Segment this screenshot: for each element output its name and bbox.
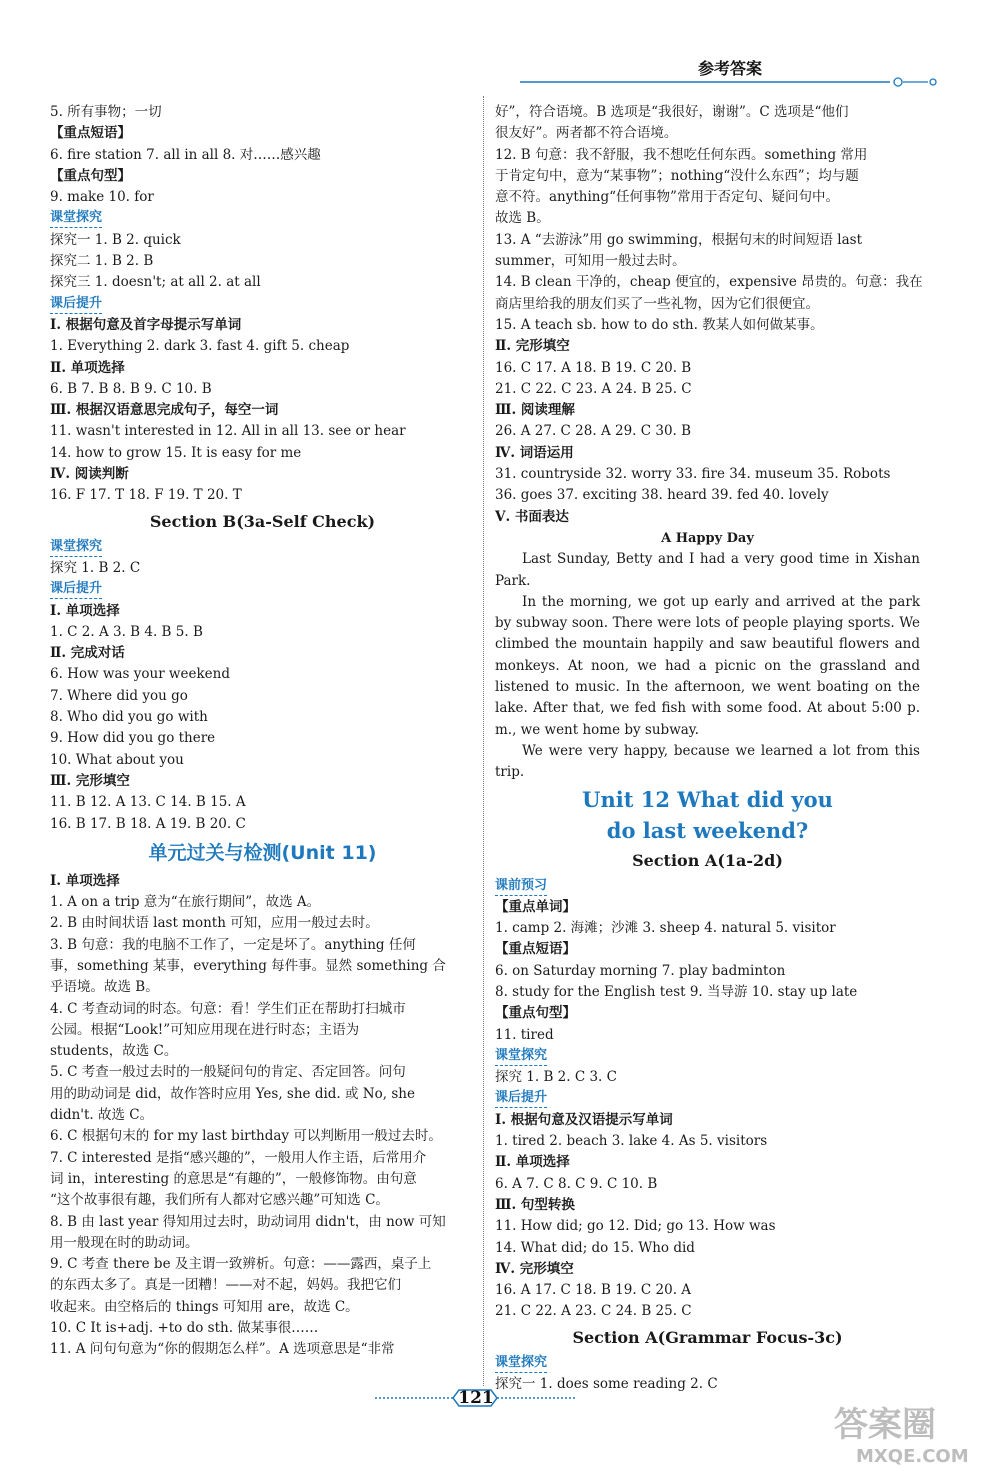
subheading-line: Ⅲ. 句型转换 [495,1196,575,1213]
answer-line: 词 in，interesting 的意思是“有趣的”，一般修饰物。由句意 [50,1170,417,1187]
answer-line: 5. 所有事物；一切 [50,104,162,120]
column-divider [483,96,485,1386]
answer-line: 9. C 考查 there be 及主谓一致辨析。句意：——露西，桌子上 [50,1256,432,1273]
subheading-line: Ⅲ. 阅读理解 [495,402,575,419]
answer-line: 31. countryside 32. worry 33. fire 34. museum 35. Robots [495,466,891,483]
answer-line: 商店里给我的朋友们买了一些礼物，因为它们很便宜。 [495,295,819,312]
answer-line: 26. A 27. C 28. A 29. C 30. B [495,423,692,440]
answer-line: 11. B 12. A 13. C 14. B 15. A [50,794,246,811]
answer-line: 探究一 1. B 2. quick [50,231,181,248]
answer-line: 8. study for the English test 9. 当导游 10. stay up late [495,983,858,1000]
answer-line: 6. C 根据句末的 for my last birthday 可以判断用一般过去时。 [50,1128,442,1145]
answer-line: 探究三 1. doesn't; at all 2. at all [50,274,261,291]
section-heading: Section A(Grammar Focus-3c) [572,1327,843,1347]
section-tag: 课堂探究 [495,1355,547,1373]
answer-line: 好”，符合语境。B 选项是“我很好，谢谢”。C 选项是“他们 [495,104,849,120]
essay-paragraph: Last Sunday, Betty and I had a very good time in Xishan Park. [495,551,920,589]
answer-line: 于肯定句中，意为“某事物”；nothing“没什么东西”；均与题 [495,167,859,184]
answer-line: 16. F 17. T 18. F 19. T 20. T [50,487,242,504]
answer-line: 用一般现在时的助动词。 [50,1234,199,1251]
answer-line: students，故选 C。 [50,1043,178,1060]
answer-line: 13. A “去游泳”用 go swimming，根据句末的时间短语 last [495,231,863,248]
answer-line: 10. What about you [50,751,184,768]
answer-line: 探究 1. B 2. C 3. C [495,1069,617,1086]
answer-line: 的东西太多了。真是一团糟！——对不起，妈妈。我把它们 [50,1277,401,1294]
answer-line: 8. B 由 last year 得知用过去时，助动词用 didn't，由 now 可知 [50,1213,446,1230]
watermark-logo [830,1398,980,1468]
answer-line: 11. wasn't interested in 12. All in all 13. see or hear [50,423,406,440]
subheading-line: Ⅳ. 完形填空 [495,1260,574,1277]
answer-line: 意不符。anything“任何事物”常用于否定句、疑问句中。 [495,189,839,206]
answer-line: 15. A teach sb. how to do sth. 教某人如何做某事。 [495,316,824,333]
section-tag: 课后提升 [50,296,102,314]
answer-line: 1. tired 2. beach 3. lake 4. As 5. visitors [495,1133,768,1150]
subheading-line: 【重点短语】 [50,125,131,142]
section-tag: 课后提升 [495,1090,547,1108]
answer-line: 乎语境。故选 B。 [50,979,159,996]
section-tag-row [50,537,475,558]
subheading-line: Ⅱ. 单项选择 [495,1154,570,1171]
answer-line: 11. A 问句句意为“你的假期怎么样”。A 选项意思是“非常 [50,1341,395,1358]
watermark-text: 答案圈 [834,1405,936,1445]
subheading-line: Ⅱ. 完形填空 [495,338,570,355]
subheading-line: Ⅰ. 单项选择 [50,602,120,619]
answer-line: 探究一 1. does some reading 2. C [495,1376,718,1393]
answer-line: 1. A on a trip 意为“在旅行期间”，故选 A。 [50,894,321,911]
page-header-title: 参考答案 [697,59,762,78]
answer-line: 9. How did you go there [50,730,216,747]
section-tag-row [50,294,475,315]
answer-line: 1. C 2. A 3. B 4. B 5. B [50,623,203,640]
answer-line: 6. on Saturday morning 7. play badminton [495,962,786,979]
answer-line: 7. Where did you go [50,687,188,704]
essay-paragraph: In the morning, we got up early and arrived at the park by subway soon. There were lots of people playing sports. We climbed the mountain happily and saw beautiful flowers and monkeys. At noon, we had a picnic on the grassland and listened to music. In the afternoon, we went boating on the lake. After that, we fed fish with some food. At about 5:00 p. m., we went home by subway. [495,593,920,738]
answer-line: 14. What did; do 15. Who did [495,1239,695,1256]
section-tag-row [495,876,920,897]
section-tag: 课前预习 [495,878,547,896]
answer-line: 公园。根据“Look!”可知应用现在进行时态；主语为 [50,1021,360,1038]
subheading-line: Ⅰ. 根据句意及首字母提示写单词 [50,316,242,333]
subheading-line: Ⅲ. 根据汉语意思完成句子，每空一词 [50,402,279,419]
subheading-line: Ⅲ. 完形填空 [50,772,130,789]
unit-heading: do last weekend? [606,817,809,843]
answer-line: 探究 1. B 2. C [50,559,141,576]
subheading-line: 【重点短语】 [495,941,576,958]
answer-line: 8. Who did you go with [50,709,208,726]
section-tag-row [495,1353,920,1374]
answer-line: 11. How did; go 12. Did; go 13. How was [495,1218,776,1235]
right-column [495,102,923,1395]
section-tag-row [495,1046,920,1067]
watermark-url: MXQE.COM [856,1446,969,1467]
subheading-line: Ⅰ. 单项选择 [50,872,120,889]
answer-line: 10. C It is+adj. +to do sth. 做某事很…… [50,1320,319,1337]
answer-line: 6. A 7. C 8. C 9. C 10. B [495,1175,658,1192]
left-column [50,102,475,1361]
section-tag-row [50,579,475,600]
answer-line: 6. fire station 7. all in all 8. 对……感兴趣 [50,146,321,163]
answer-line: 16. B 17. B 18. A 19. B 20. C [50,815,246,832]
answer-line: summer，可知用一般过去时。 [495,253,686,270]
answer-line: 2. B 由时间状语 last month 可知，应用一般过去时。 [50,915,379,932]
answer-line: 14. B clean 干净的，cheap 便宜的，expensive 昂贵的。句意：我在 [495,274,923,291]
answer-line: 16. A 17. C 18. B 19. C 20. A [495,1282,692,1299]
answer-line: 5. C 考查一般过去时的一般疑问句的肯定、否定回答。问句 [50,1064,406,1081]
answer-line: 21. C 22. A 23. C 24. B 25. C [495,1303,692,1320]
section-tag-row [50,208,475,229]
answer-line: 12. B 句意：我不舒服，我不想吃任何东西。something 常用 [495,146,868,163]
answer-line: 11. tired [495,1026,554,1043]
answer-line: 1. Everything 2. dark 3. fast 4. gift 5. cheap [50,338,350,355]
section-tag: 课堂探究 [50,539,102,557]
essay-paragraph: We were very happy, because we learned a lot from this trip. [495,742,920,781]
answer-line: 9. make 10. for [50,189,154,206]
subheading-line: 【重点单词】 [495,898,576,915]
subheading-line: Ⅱ. 完成对话 [50,645,125,662]
essay-title: A Happy Day [661,530,754,546]
answer-line: “这个故事很有趣，我们所有人都对它感兴趣”可知选 C。 [50,1192,389,1209]
answer-line: 14. how to grow 15. It is easy for me [50,444,302,461]
answer-line: 6. How was your weekend [50,666,230,683]
answer-line: 1. camp 2. 海滩；沙滩 3. sheep 4. natural 5. visitor [495,920,836,937]
answer-line: 3. B 句意：我的电脑不工作了，一定是坏了。anything 任何 [50,936,416,953]
section-tag: 课堂探究 [50,210,102,228]
subheading-line: Ⅱ. 单项选择 [50,359,125,376]
answer-line: 用的助动词是 did，故作答时应用 Yes, she did. 或 No, she [50,1085,415,1102]
unit-test-heading: 单元过关与检测(Unit 11) [148,841,377,864]
answer-line: 探究二 1. B 2. B [50,253,154,270]
answer-line: didn't. 故选 C。 [50,1107,154,1124]
answer-line: 36. goes 37. exciting 38. heard 39. fed 40. lovely [495,487,829,504]
answer-line: 很友好”。两者都不符合语境。 [495,125,678,142]
section-tag-row [495,1088,920,1109]
unit-heading: Unit 12 What did you [582,786,833,812]
answer-line: 7. C interested 是指“感兴趣的”，一般用人作主语，后常用介 [50,1149,427,1166]
subheading-line: Ⅳ. 词语运用 [495,444,574,461]
subheading-line: Ⅰ. 根据句意及汉语提示写单词 [495,1111,673,1128]
answer-line: 收起来。由空格后的 things 可知用 are，故选 C。 [50,1298,359,1315]
answer-line: 4. C 考查动词的时态。句意：看！学生们正在帮助打扫城市 [50,1000,406,1017]
answer-line: 6. B 7. B 8. B 9. C 10. B [50,380,212,397]
subheading-line: 【重点句型】 [495,1005,576,1022]
section-heading: Section B(3a-Self Check) [149,511,376,531]
section-tag: 课后提升 [50,581,102,599]
answer-line: 16. C 17. A 18. B 19. C 20. B [495,359,692,376]
page-number: 121 [458,1388,494,1408]
section-heading: Section A(1a-2d) [632,850,783,870]
header-rule [520,76,940,88]
section-tag: 课堂探究 [495,1048,547,1066]
answer-line: 21. C 22. C 23. A 24. B 25. C [495,380,692,397]
subheading-line: Ⅳ. 阅读判断 [50,466,129,483]
answer-line: 事，something 某事，everything 每件事。显然 something 合 [50,957,446,974]
subheading-line: Ⅴ. 书面表达 [495,508,569,525]
answer-line: 故选 B。 [495,210,550,227]
subheading-line: 【重点句型】 [50,167,131,184]
